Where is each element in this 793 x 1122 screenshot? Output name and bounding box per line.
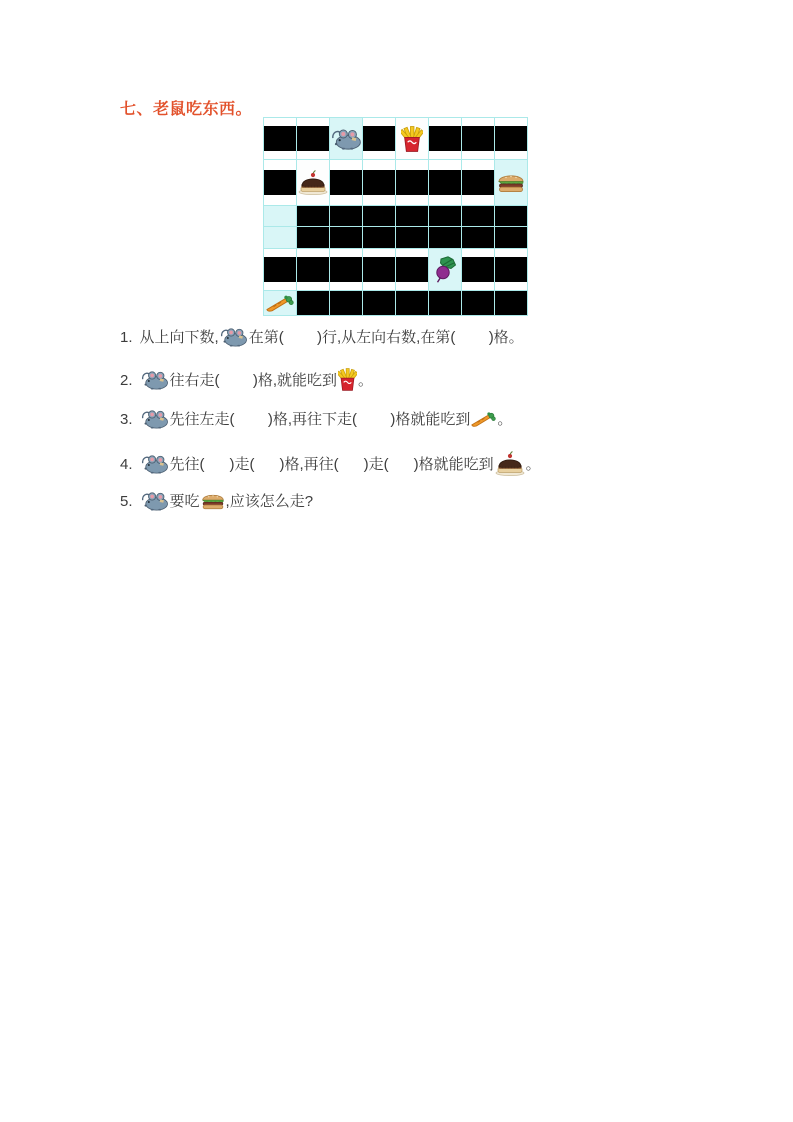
wall-block: [363, 257, 395, 282]
wall-block: [330, 170, 362, 195]
question-1: [120, 327, 524, 349]
grid-wall-cell: [396, 291, 429, 316]
grid-wall-cell: [363, 227, 396, 249]
wall-block: [495, 126, 527, 151]
grid-wall-cell: [495, 249, 528, 291]
maze-grid: [263, 117, 528, 316]
question-number: 3.: [120, 411, 133, 428]
mouse-icon: [141, 454, 169, 474]
hamburger-icon: [497, 172, 525, 193]
grid-wall-cell: [462, 118, 495, 160]
grid-wall-cell: [429, 160, 462, 206]
grid-wall-cell: [363, 118, 396, 160]
grid-wall-cell: [462, 249, 495, 291]
grid-wall-cell: [462, 160, 495, 206]
mouse-icon: [220, 327, 248, 347]
question-3: [120, 409, 512, 431]
grid-cell-cake: [297, 160, 330, 206]
carrot-icon: [266, 295, 294, 312]
mouse-icon: [331, 128, 362, 150]
maze-row: [264, 160, 528, 206]
grid-wall-cell: [396, 249, 429, 291]
grid-wall-cell: [297, 249, 330, 291]
wall-block: [297, 126, 329, 151]
mouse-icon: [141, 370, 169, 390]
question-number: 1.: [120, 329, 133, 346]
wall-block: [396, 170, 428, 195]
wall-block: [297, 257, 329, 282]
wall-block: [396, 257, 428, 282]
grid-wall-cell: [330, 227, 363, 249]
french-fries-icon: [338, 368, 357, 391]
grid-wall-cell: [396, 160, 429, 206]
grid-wall-cell: [462, 227, 495, 249]
question-text: 从上向下数,: [139, 329, 219, 346]
wall-block: [363, 126, 395, 151]
grid-wall-cell: [330, 249, 363, 291]
hamburger-icon: [201, 492, 225, 510]
grid-path-cell: [264, 227, 297, 249]
grid-wall-cell: [363, 249, 396, 291]
grid-wall-cell: [330, 160, 363, 206]
section-title: 七、老鼠吃东西。: [120, 101, 253, 118]
grid-wall-cell: [462, 206, 495, 227]
carrot-icon: [471, 412, 496, 427]
wall-block: [264, 170, 296, 195]
grid-cell-beet: [429, 249, 462, 291]
grid-wall-cell: [462, 291, 495, 316]
beet-icon: [433, 256, 458, 283]
wall-block: [264, 126, 296, 151]
chocolate-cake-icon: [495, 451, 525, 476]
wall-block: [462, 257, 494, 282]
grid-wall-cell: [264, 160, 297, 206]
grid-wall-cell: [429, 118, 462, 160]
grid-wall-cell: [264, 118, 297, 160]
question-text: 。: [525, 455, 541, 473]
grid-wall-cell: [396, 227, 429, 249]
maze-row: [264, 291, 528, 316]
grid-wall-cell: [429, 206, 462, 227]
grid-wall-cell: [297, 206, 330, 227]
wall-block: [495, 257, 527, 282]
maze-row: [264, 118, 528, 160]
grid-path-cell: [264, 206, 297, 227]
french-fries-icon: [401, 126, 423, 152]
question-text: 先往( )走( )格,再往( )走( )格就能吃到: [169, 455, 494, 473]
question-5: [120, 491, 313, 513]
grid-wall-cell: [330, 291, 363, 316]
question-text: 要吃: [169, 493, 200, 510]
grid-wall-cell: [495, 206, 528, 227]
question-2: [120, 368, 373, 393]
question-text: ,应该怎么走?: [225, 493, 314, 510]
grid-wall-cell: [264, 249, 297, 291]
mouse-icon: [141, 409, 169, 429]
grid-cell-burger: [495, 160, 528, 206]
grid-wall-cell: [495, 291, 528, 316]
maze-row: [264, 249, 528, 291]
grid-wall-cell: [363, 206, 396, 227]
grid-wall-cell: [495, 227, 528, 249]
question-text: 。: [358, 371, 374, 389]
grid-cell-mouse: [330, 118, 363, 160]
grid-wall-cell: [297, 118, 330, 160]
wall-block: [363, 170, 395, 195]
grid-wall-cell: [297, 291, 330, 316]
wall-block: [462, 170, 494, 195]
wall-block: [462, 126, 494, 151]
grid-wall-cell: [429, 227, 462, 249]
grid-cell-carrot: [264, 291, 297, 316]
wall-block: [330, 257, 362, 282]
question-number: 5.: [120, 493, 133, 510]
chocolate-cake-icon: [298, 170, 328, 195]
grid-wall-cell: [396, 206, 429, 227]
grid-wall-cell: [297, 227, 330, 249]
mouse-icon: [141, 491, 169, 511]
grid-wall-cell: [330, 206, 363, 227]
maze-row: [264, 206, 528, 227]
question-text: 在第( )行,从左向右数,在第( )格。: [248, 329, 524, 346]
question-text: 先往左走( )格,再往下走( )格就能吃到: [169, 411, 471, 428]
grid-cell-fries: [396, 118, 429, 160]
grid-wall-cell: [363, 160, 396, 206]
wall-block: [429, 170, 461, 195]
grid-wall-cell: [429, 291, 462, 316]
question-text: 。: [497, 411, 513, 428]
grid-wall-cell: [363, 291, 396, 316]
maze-row: [264, 227, 528, 249]
question-text: 往右走( )格,就能吃到: [169, 371, 338, 389]
grid-wall-cell: [495, 118, 528, 160]
question-4: [120, 451, 541, 478]
wall-block: [429, 126, 461, 151]
question-number: 2.: [120, 371, 133, 389]
question-number: 4.: [120, 455, 133, 473]
wall-block: [264, 257, 296, 282]
